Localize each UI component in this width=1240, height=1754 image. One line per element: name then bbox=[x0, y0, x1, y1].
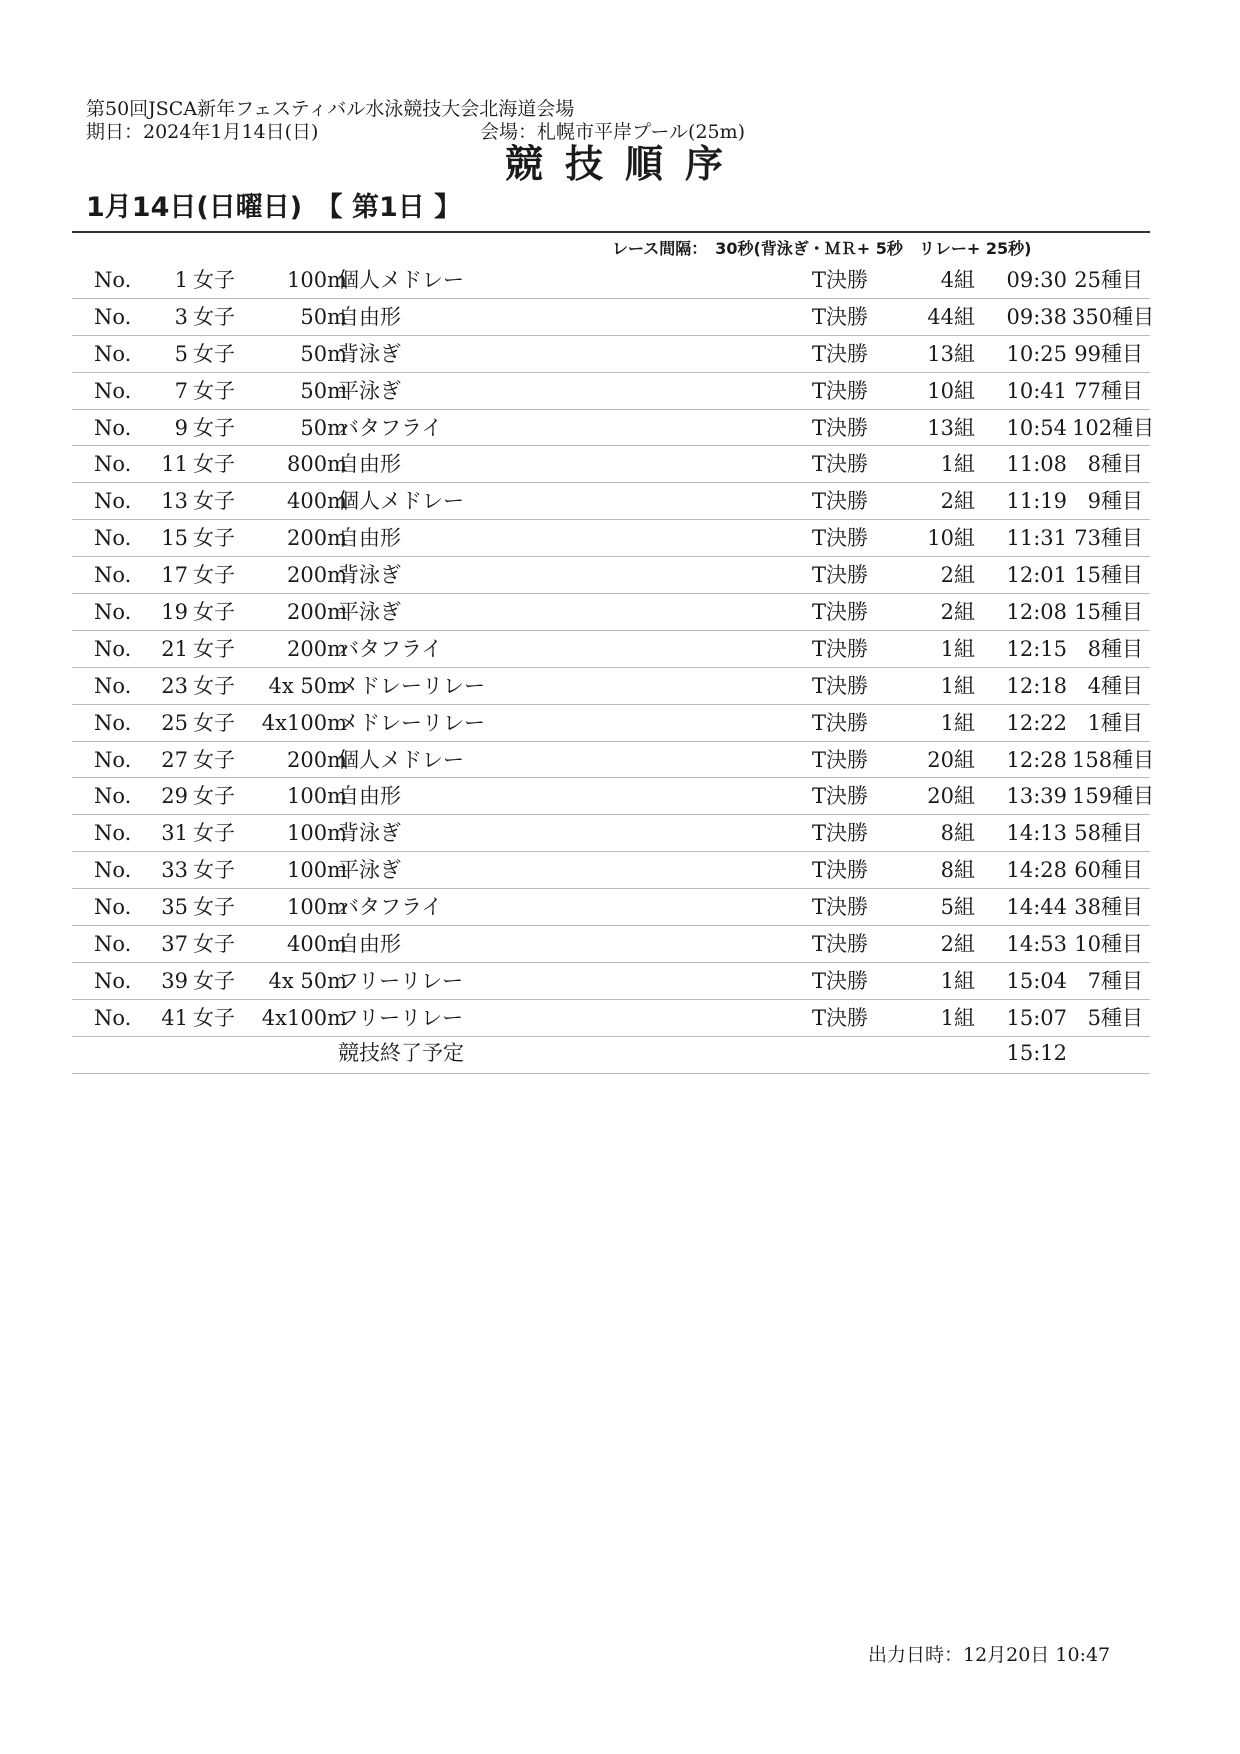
event-final-type: T決勝 bbox=[812, 415, 869, 440]
event-start-time: 12:22 bbox=[1006, 710, 1067, 735]
event-entry-count: 77種目 bbox=[1074, 378, 1143, 403]
event-number: 1 bbox=[174, 268, 188, 292]
event-sex: 女子 bbox=[193, 710, 235, 735]
event-distance: 200m bbox=[287, 600, 347, 625]
event-no-label: No. bbox=[94, 489, 132, 514]
event-entry-count: 158種目 bbox=[1072, 747, 1155, 772]
event-final-type: T決勝 bbox=[812, 932, 869, 957]
event-final-type: T決勝 bbox=[812, 1005, 869, 1030]
end-time: 15:12 bbox=[1006, 1040, 1067, 1065]
event-no-label: No. bbox=[94, 673, 132, 698]
event-heats: 13組 bbox=[927, 415, 975, 440]
event-sex: 女子 bbox=[193, 415, 235, 440]
output-timestamp: 出力日時：12月20日 10:47 bbox=[868, 1644, 1111, 1666]
event-stroke: バタフライ bbox=[338, 415, 443, 440]
event-number: 15 bbox=[161, 526, 188, 551]
event-entry-count: 10種目 bbox=[1074, 932, 1143, 957]
event-sex: 女子 bbox=[193, 968, 235, 993]
event-sex: 女子 bbox=[193, 526, 235, 551]
event-stroke: バタフライ bbox=[338, 895, 443, 920]
event-number: 31 bbox=[161, 821, 188, 846]
event-number: 9 bbox=[174, 415, 188, 440]
event-final-type: T決勝 bbox=[812, 600, 869, 625]
event-number: 13 bbox=[161, 489, 188, 514]
event-stroke: 個人メドレー bbox=[338, 747, 464, 772]
event-stroke: フリーリレー bbox=[338, 1005, 464, 1030]
event-start-time: 10:41 bbox=[1006, 378, 1067, 403]
event-no-label: No. bbox=[94, 858, 132, 883]
meet-venue: 会場：札幌市平岸プール(25m) bbox=[480, 121, 746, 143]
event-entry-count: 9種目 bbox=[1087, 489, 1143, 514]
table-row bbox=[72, 668, 1150, 705]
event-distance: 100m bbox=[287, 895, 347, 920]
event-number: 21 bbox=[161, 636, 188, 661]
event-entry-count: 7種目 bbox=[1087, 968, 1143, 993]
table-row bbox=[72, 262, 1150, 299]
event-stroke: 背泳ぎ bbox=[338, 821, 401, 846]
event-distance: 200m bbox=[287, 526, 347, 551]
page-title: 競技順序 bbox=[504, 141, 745, 186]
end-label: 競技終了予定 bbox=[338, 1040, 464, 1065]
race-interval-note: レース間隔： 30秒(背泳ぎ・ＭＲ+ 5秒 リレー+ 25秒) bbox=[612, 239, 1032, 258]
meet-date: 期日：2024年1月14日(日) bbox=[86, 121, 319, 143]
event-start-time: 12:01 bbox=[1006, 563, 1067, 588]
event-number: 37 bbox=[161, 932, 188, 957]
event-start-time: 12:08 bbox=[1006, 600, 1067, 625]
event-stroke: バタフライ bbox=[338, 636, 443, 661]
event-sex: 女子 bbox=[193, 268, 235, 292]
event-no-label: No. bbox=[94, 747, 132, 772]
event-no-label: No. bbox=[94, 304, 132, 329]
end-row bbox=[72, 1037, 1150, 1074]
table-row bbox=[72, 557, 1150, 594]
event-sex: 女子 bbox=[193, 600, 235, 625]
table-row bbox=[72, 963, 1150, 1000]
event-sex: 女子 bbox=[193, 784, 235, 809]
event-heats: 4組 bbox=[940, 268, 975, 292]
event-distance: 4x 50m bbox=[268, 673, 347, 698]
event-heats: 44組 bbox=[927, 304, 975, 329]
event-entry-count: 1種目 bbox=[1087, 710, 1143, 735]
event-no-label: No. bbox=[94, 526, 132, 551]
event-heats: 1組 bbox=[940, 452, 975, 477]
event-distance: 50m bbox=[300, 415, 347, 440]
event-no-label: No. bbox=[94, 452, 132, 477]
event-start-time: 10:25 bbox=[1006, 341, 1067, 366]
event-no-label: No. bbox=[94, 968, 132, 993]
event-final-type: T決勝 bbox=[812, 304, 869, 329]
event-number: 5 bbox=[174, 341, 188, 366]
event-entry-count: 102種目 bbox=[1072, 415, 1155, 440]
event-final-type: T決勝 bbox=[812, 452, 869, 477]
meet-name: 第50回JSCA新年フェスティバル水泳競技大会北海道会場 bbox=[86, 98, 575, 120]
event-heats: 1組 bbox=[940, 710, 975, 735]
event-start-time: 11:19 bbox=[1006, 489, 1067, 514]
event-distance: 200m bbox=[287, 747, 347, 772]
event-no-label: No. bbox=[94, 636, 132, 661]
event-number: 11 bbox=[161, 452, 188, 477]
event-entry-count: 350種目 bbox=[1072, 304, 1155, 329]
event-number: 19 bbox=[161, 600, 188, 625]
event-no-label: No. bbox=[94, 378, 132, 403]
event-start-time: 09:38 bbox=[1006, 304, 1067, 329]
event-distance: 800m bbox=[287, 452, 347, 477]
event-sex: 女子 bbox=[193, 636, 235, 661]
table-row bbox=[72, 594, 1150, 631]
event-entry-count: 8種目 bbox=[1087, 452, 1143, 477]
event-heats: 20組 bbox=[927, 784, 975, 809]
table-row bbox=[72, 778, 1155, 815]
event-stroke: 背泳ぎ bbox=[338, 341, 401, 366]
event-stroke: 自由形 bbox=[338, 452, 401, 477]
event-number: 7 bbox=[174, 378, 188, 403]
event-heats: 10組 bbox=[927, 378, 975, 403]
event-sex: 女子 bbox=[193, 1005, 235, 1030]
event-heats: 8組 bbox=[940, 858, 975, 883]
event-final-type: T決勝 bbox=[812, 673, 869, 698]
event-stroke: 平泳ぎ bbox=[338, 600, 401, 625]
event-start-time: 14:28 bbox=[1006, 858, 1067, 883]
event-start-time: 15:04 bbox=[1006, 968, 1067, 993]
event-sex: 女子 bbox=[193, 821, 235, 846]
table-row bbox=[72, 742, 1155, 779]
event-sex: 女子 bbox=[193, 895, 235, 920]
event-no-label: No. bbox=[94, 268, 132, 292]
event-sex: 女子 bbox=[193, 304, 235, 329]
event-no-label: No. bbox=[94, 600, 132, 625]
event-sex: 女子 bbox=[193, 489, 235, 514]
event-start-time: 11:08 bbox=[1006, 452, 1067, 477]
event-entry-count: 38種目 bbox=[1074, 895, 1143, 920]
event-final-type: T決勝 bbox=[812, 858, 869, 883]
event-number: 23 bbox=[161, 673, 188, 698]
event-distance: 400m bbox=[287, 932, 347, 957]
event-no-label: No. bbox=[94, 895, 132, 920]
event-heats: 20組 bbox=[927, 747, 975, 772]
event-stroke: メドレーリレー bbox=[338, 673, 485, 698]
table-row bbox=[72, 889, 1150, 926]
event-final-type: T決勝 bbox=[812, 968, 869, 993]
event-no-label: No. bbox=[94, 710, 132, 735]
event-entry-count: 159種目 bbox=[1072, 784, 1155, 809]
event-sex: 女子 bbox=[193, 452, 235, 477]
event-entry-count: 60種目 bbox=[1074, 858, 1143, 883]
event-number: 33 bbox=[161, 858, 188, 883]
event-sex: 女子 bbox=[193, 563, 235, 588]
event-entry-count: 25種目 bbox=[1074, 268, 1143, 292]
table-row bbox=[72, 299, 1155, 336]
event-final-type: T決勝 bbox=[812, 821, 869, 846]
event-entry-count: 8種目 bbox=[1087, 636, 1143, 661]
event-no-label: No. bbox=[94, 415, 132, 440]
event-entry-count: 15種目 bbox=[1074, 563, 1143, 588]
event-number: 29 bbox=[161, 784, 188, 809]
event-start-time: 15:07 bbox=[1006, 1005, 1067, 1030]
event-start-time: 12:28 bbox=[1006, 747, 1067, 772]
table-row bbox=[72, 373, 1150, 410]
table-row bbox=[72, 852, 1150, 889]
event-sex: 女子 bbox=[193, 932, 235, 957]
event-distance: 100m bbox=[287, 784, 347, 809]
event-stroke: 自由形 bbox=[338, 932, 401, 957]
event-no-label: No. bbox=[94, 932, 132, 957]
event-heats: 1組 bbox=[940, 1005, 975, 1030]
event-heats: 13組 bbox=[927, 341, 975, 366]
table-row bbox=[72, 815, 1150, 852]
event-entry-count: 4種目 bbox=[1087, 673, 1143, 698]
event-no-label: No. bbox=[94, 784, 132, 809]
event-sex: 女子 bbox=[193, 378, 235, 403]
event-start-time: 14:13 bbox=[1006, 821, 1067, 846]
event-distance: 200m bbox=[287, 563, 347, 588]
event-stroke: 個人メドレー bbox=[338, 268, 464, 292]
event-no-label: No. bbox=[94, 563, 132, 588]
event-entry-count: 73種目 bbox=[1074, 526, 1143, 551]
event-no-label: No. bbox=[94, 1005, 132, 1030]
day-header: 1月14日(日曜日) 【 第1日 】 bbox=[86, 192, 462, 223]
table-row bbox=[72, 926, 1150, 963]
event-entry-count: 99種目 bbox=[1074, 341, 1143, 366]
event-number: 3 bbox=[174, 304, 188, 329]
event-stroke: 平泳ぎ bbox=[338, 858, 401, 883]
event-distance: 50m bbox=[300, 341, 347, 366]
event-distance: 4x100m bbox=[261, 710, 347, 735]
event-final-type: T決勝 bbox=[812, 636, 869, 661]
event-distance: 200m bbox=[287, 636, 347, 661]
table-row bbox=[72, 1000, 1150, 1037]
event-heats: 1組 bbox=[940, 968, 975, 993]
event-entry-count: 5種目 bbox=[1087, 1005, 1143, 1030]
event-stroke: 自由形 bbox=[338, 304, 401, 329]
event-stroke: フリーリレー bbox=[338, 968, 464, 993]
event-stroke: 自由形 bbox=[338, 784, 401, 809]
event-heats: 2組 bbox=[940, 563, 975, 588]
event-distance: 100m bbox=[287, 268, 347, 292]
event-stroke: メドレーリレー bbox=[338, 710, 485, 735]
event-final-type: T決勝 bbox=[812, 710, 869, 735]
event-final-type: T決勝 bbox=[812, 526, 869, 551]
event-heats: 1組 bbox=[940, 636, 975, 661]
event-heats: 2組 bbox=[940, 600, 975, 625]
event-start-time: 09:30 bbox=[1006, 268, 1067, 292]
event-no-label: No. bbox=[94, 821, 132, 846]
event-distance: 400m bbox=[287, 489, 347, 514]
table-row bbox=[72, 446, 1150, 483]
event-heats: 1組 bbox=[940, 673, 975, 698]
table-row bbox=[72, 410, 1155, 447]
event-start-time: 13:39 bbox=[1006, 784, 1067, 809]
table-row bbox=[72, 631, 1150, 668]
event-sex: 女子 bbox=[193, 341, 235, 366]
event-heats: 5組 bbox=[940, 895, 975, 920]
event-distance: 100m bbox=[287, 821, 347, 846]
event-number: 25 bbox=[161, 710, 188, 735]
event-stroke: 背泳ぎ bbox=[338, 563, 401, 588]
event-start-time: 14:44 bbox=[1006, 895, 1067, 920]
event-entry-count: 58種目 bbox=[1074, 821, 1143, 846]
event-no-label: No. bbox=[94, 341, 132, 366]
event-stroke: 平泳ぎ bbox=[338, 378, 401, 403]
event-stroke: 自由形 bbox=[338, 526, 401, 551]
event-heats: 10組 bbox=[927, 526, 975, 551]
event-sex: 女子 bbox=[193, 673, 235, 698]
table-row bbox=[72, 705, 1150, 742]
event-final-type: T決勝 bbox=[812, 895, 869, 920]
event-start-time: 11:31 bbox=[1006, 526, 1067, 551]
event-heats: 2組 bbox=[940, 932, 975, 957]
event-final-type: T決勝 bbox=[812, 784, 869, 809]
event-final-type: T決勝 bbox=[812, 489, 869, 514]
event-heats: 8組 bbox=[940, 821, 975, 846]
event-distance: 50m bbox=[300, 378, 347, 403]
event-start-time: 12:18 bbox=[1006, 673, 1067, 698]
event-distance: 50m bbox=[300, 304, 347, 329]
event-start-time: 14:53 bbox=[1006, 932, 1067, 957]
event-heats: 2組 bbox=[940, 489, 975, 514]
event-final-type: T決勝 bbox=[812, 341, 869, 366]
table-row bbox=[72, 520, 1150, 557]
event-distance: 4x 50m bbox=[268, 968, 347, 993]
event-number: 27 bbox=[161, 747, 188, 772]
table-row bbox=[72, 483, 1150, 520]
event-distance: 4x100m bbox=[261, 1005, 347, 1030]
table-row bbox=[72, 336, 1150, 373]
event-sex: 女子 bbox=[193, 858, 235, 883]
day-header-rule bbox=[72, 231, 1150, 233]
event-number: 41 bbox=[161, 1005, 188, 1030]
event-number: 17 bbox=[161, 563, 188, 588]
event-stroke: 個人メドレー bbox=[338, 489, 464, 514]
event-distance: 100m bbox=[287, 858, 347, 883]
event-start-time: 12:15 bbox=[1006, 636, 1067, 661]
event-entry-count: 15種目 bbox=[1074, 600, 1143, 625]
event-sex: 女子 bbox=[193, 747, 235, 772]
event-start-time: 10:54 bbox=[1006, 415, 1067, 440]
event-final-type: T決勝 bbox=[812, 747, 869, 772]
event-final-type: T決勝 bbox=[812, 563, 869, 588]
event-final-type: T決勝 bbox=[812, 268, 869, 292]
event-number: 39 bbox=[161, 968, 188, 993]
event-final-type: T決勝 bbox=[812, 378, 869, 403]
event-number: 35 bbox=[161, 895, 188, 920]
event-order-table bbox=[72, 262, 1155, 1074]
